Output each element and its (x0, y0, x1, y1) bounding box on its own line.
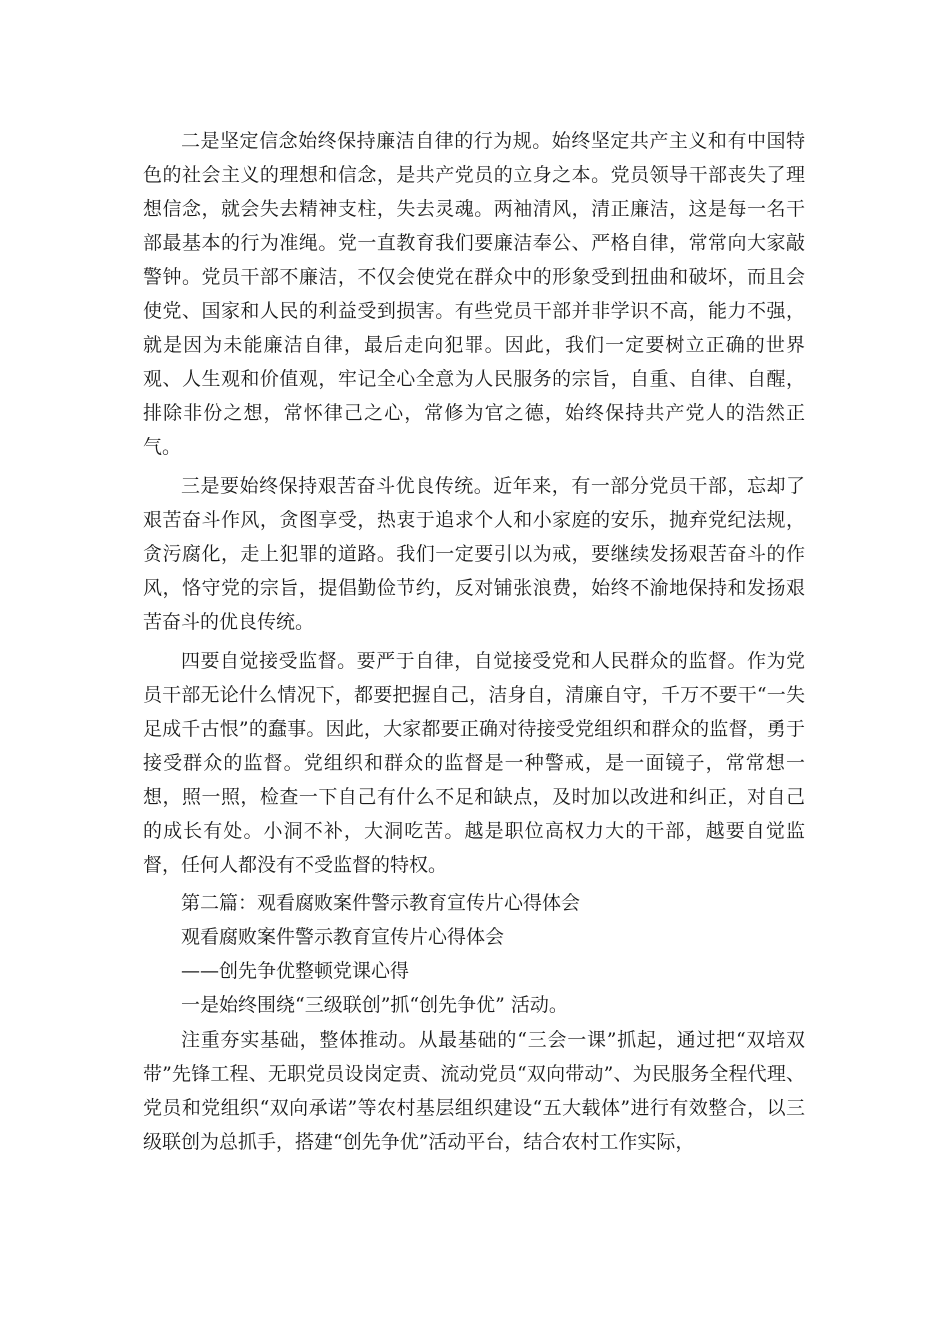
section-subtitle: ——创先争优整顿党课心得 (181, 960, 410, 982)
paragraph-foundation: 注重夯实基础，整体推动。从最基础的“三会一课”抓起，通过把“双培双带”先锋工程、无职党员设岗定责、流动党员“双向带动”、为民服务全程代理、党员和党组织“双向承诺”等农村基层组织建设“五大载体”进行有效整合，以三级联创为总抓手，搭建“创先争优”活动平台，结合农村工作实际， (143, 1029, 805, 1153)
paragraph-hard-work: 三是要始终保持艰苦奋斗优良传统。近年来，有一部分党员干部，忘却了艰苦奋斗作风，贪图享受，热衷于追求个人和小家庭的安乐，抛弃党纪法规，贪污腐化，走上犯罪的道路。我们一定要引以为戒，要继续发扬艰苦奋斗的作风，恪守党的宗旨，提倡勤俭节约，反对铺张浪费，始终不渝地保持和发扬艰苦奋斗的优良传统。 (143, 475, 805, 633)
document-body (143, 124, 805, 1159)
section-title: 观看腐败案件警示教育宣传片心得体会 (181, 926, 505, 948)
paragraph-supervision: 四要自觉接受监督。要严于自律，自觉接受党和人民群众的监督。作为党员干部无论什么情况下，都要把握自己，洁身自，清廉自守，千万不要干“一失足成千古恨”的蠢事。因此，大家都要正确对待接受党组织和群众的监督，勇于接受群众的监督。党组织和群众的监督是一种警戒，是一面镜子，常常想一想，照一照，检查一下自己有什么不足和缺点，及时加以改进和纠正，对自己的成长有处。小洞不补，大洞吃苦。越是职位高权力大的干部，越要自觉监督，任何人都没有不受监督的特权。 (143, 650, 805, 876)
point-one: 一是始终围绕“三级联创”抓“创先争优” 活动。 (181, 994, 568, 1016)
section-heading: 第二篇：观看腐败案件警示教育宣传片心得体会 (181, 892, 581, 914)
paragraph-integrity: 二是坚定信念始终保持廉洁自律的行为规。始终坚定共产主义和有中国特色的社会主义的理想和信念，是共产党员的立身之本。党员领导干部丧失了理想信念，就会失去精神支柱，失去灵魂。两袖清风，清正廉洁，这是每一名干部最基本的行为准绳。党一直教育我们要廉洁奉公、严格自律，常常向大家敲警钟。党员干部不廉洁，不仅会使党在群众中的形象受到扭曲和破坏，而且会使党、国家和人民的利益受到损害。有些党员干部并非学识不高，能力不强，就是因为未能廉洁自律，最后走向犯罪。因此，我们一定要树立正确的世界观、人生观和价值观，牢记全心全意为人民服务的宗旨，自重、自律、自醒，排除非份之想，常怀律己之心，常修为官之德，始终保持共产党人的浩然正气。 (143, 130, 805, 458)
